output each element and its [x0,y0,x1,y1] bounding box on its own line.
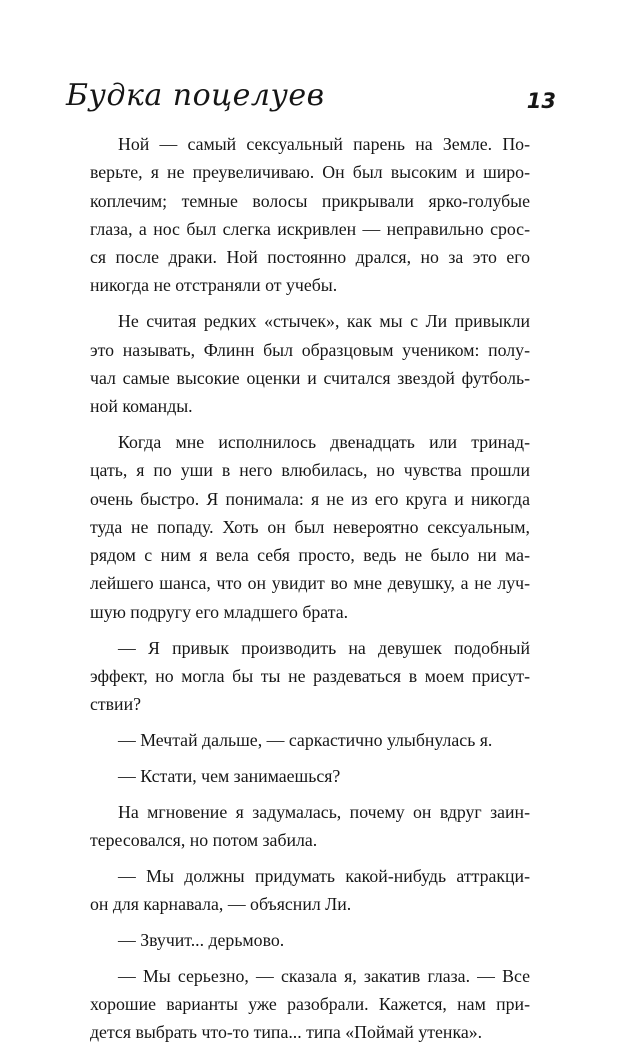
paragraph [90,962,530,1046]
text-line: очень быстро. Я понимала: я не из его круга и никогда [90,488,530,509]
text-line: эффект, но могла бы ты не раздеваться в моем присут- [90,665,530,686]
text-line: Ной — самый сексуальный парень на Земле. По- [118,134,530,154]
book-title: Будка поцелуев [66,78,325,113]
text-line: это называть, Флинн был образцовым учеником: полу- [90,339,530,360]
page-number: 13 [526,89,556,113]
paragraph [90,862,530,919]
text-line: он для карнавала, — объяснил Ли. [90,893,352,914]
text-line: Когда мне исполнилось двенадцать или тринад- [118,431,530,452]
text-line: Не считая редких «стычек», как мы с Ли привыкли [118,311,530,332]
text-line: глаза, а нос был слегка искривлен — неправильно срос- [90,218,530,239]
text-line: верьте, я не преувеличиваю. Он был высоким и широ- [90,162,530,183]
paragraph [90,926,530,954]
text-line: туда не попаду. Хоть он был невероятно сексуальным, [90,516,530,537]
text-line: — Мечтай дальше, — саркастично улыбнулась я. [118,729,493,750]
text-line: лейшего шанса, что он увидит во мне девушку, а не луч- [90,573,530,594]
text-line: цать, я по уши в него влюбилась, но чувства прошли [90,460,530,481]
paragraph [90,634,530,719]
text-line: — Я привык производить на девушек подобный [118,637,530,658]
text-line: — Звучит... дерьмово. [118,929,285,950]
body-text [90,130,530,1046]
text-line: — Кстати, чем занимаешься? [118,765,341,786]
text-line: хорошие варианты уже разобрали. Кажется, нам при- [90,993,530,1014]
paragraph [90,428,530,626]
text-line: дется выбрать что-то типа... типа «Поймай утенка». [90,1022,483,1043]
paragraph [90,798,530,855]
text-line: ной команды. [90,396,193,417]
paragraph [90,762,530,790]
running-head [66,74,556,122]
paragraph [90,130,530,300]
paragraph [90,726,530,754]
text-line: ствии? [90,694,141,715]
text-line: никогда не отстраняли от учебы. [90,275,338,296]
text-line: тересовался, но потом забила. [90,829,318,850]
text-line: чал самые высокие оценки и считался звездой футболь- [90,367,530,388]
text-line: — Мы серьезно, — сказала я, закатив глаза. — Все [118,965,530,986]
text-line: ся после драки. Ной постоянно дрался, но за это его [90,247,530,268]
text-line: — Мы должны придумать какой-нибудь аттракци- [118,865,530,886]
text-line: На мгновение я задумалась, почему он вдруг заин- [118,801,530,822]
text-line: шую подругу его младшего брата. [90,601,349,622]
paragraph [90,307,530,420]
text-line: рядом с ним я вела себя просто, ведь не было ни ма- [90,545,530,566]
text-line: коплечим; темные волосы прикрывали ярко-голубые [90,190,530,211]
